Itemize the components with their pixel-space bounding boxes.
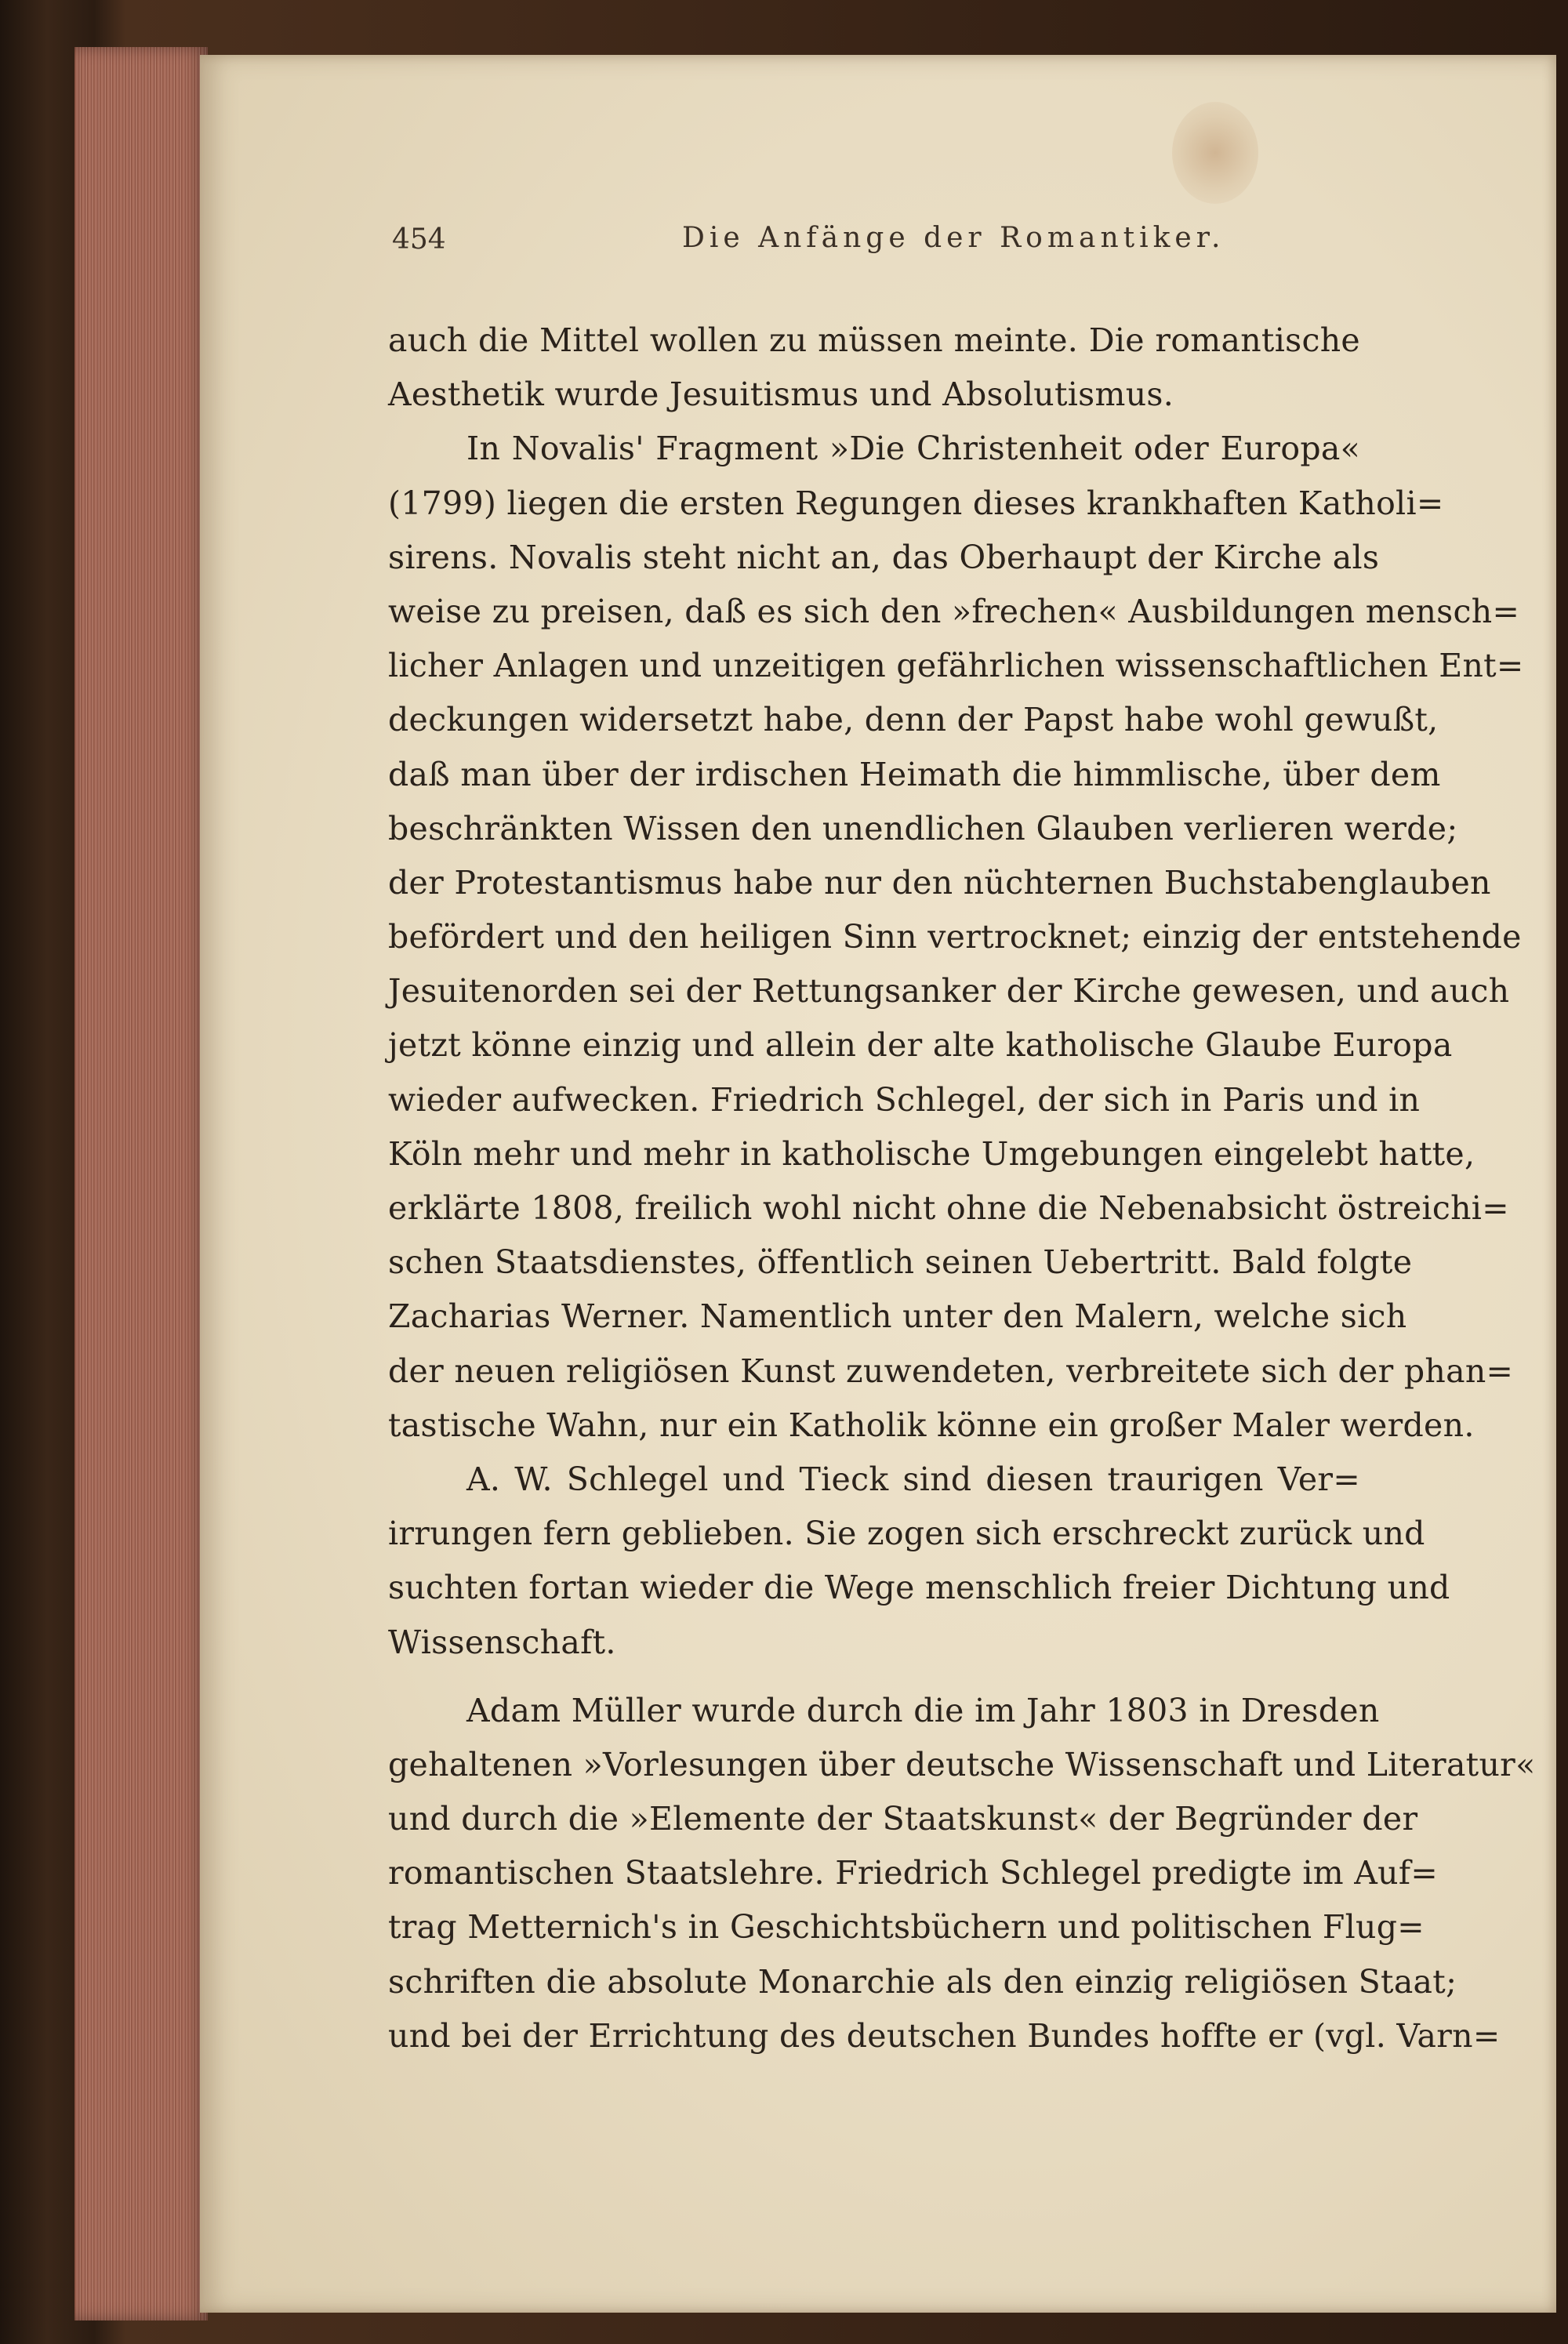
page-header: [392, 208, 1356, 263]
text-line: Köln mehr und mehr in katholische Umgebungen eingelebt hatte,: [388, 1134, 1475, 1173]
text-line: der neuen religiösen Kunst zuwendeten, verbreitete sich der phan=: [388, 1352, 1514, 1390]
text-line: und durch die »Elemente der Staatskunst« der Begründer der: [388, 1800, 1418, 1838]
text-line: jetzt könne einzig und allein der alte katholische Glaube Europa: [388, 1026, 1453, 1065]
text-line: suchten fortan wieder die Wege menschlich freier Dichtung und: [388, 1569, 1450, 1607]
text-line: gehaltenen »Vorlesungen über deutsche Wissenschaft und Literatur«: [388, 1745, 1536, 1783]
text-line: Wissenschaft.: [388, 1623, 616, 1661]
text-line: A. W. Schlegel und Tieck sind diesen traurigen Ver=: [466, 1460, 1360, 1498]
body-text: [388, 314, 1536, 2063]
text-line: (1799) liegen die ersten Regungen dieses krankhaften Katholi=: [388, 484, 1444, 522]
text-line: trag Metternich's in Geschichtsbüchern und politischen Flug=: [388, 1908, 1425, 1947]
text-line: irrungen fern geblieben. Sie zogen sich erschreckt zurück und: [388, 1515, 1425, 1553]
page-edges: [74, 47, 208, 2320]
paper-stain: [1172, 102, 1258, 204]
text-line: tastische Wahn, nur ein Katholik könne ein großer Maler werden.: [388, 1406, 1475, 1444]
text-line: In Novalis' Fragment »Die Christenheit oder Europa«: [466, 430, 1360, 468]
text-line: erklärte 1808, freilich wohl nicht ohne die Nebenabsicht östreichi=: [388, 1189, 1509, 1227]
text-line: beschränkten Wissen den unendlichen Glauben verlieren werde;: [388, 809, 1458, 847]
text-line: und bei der Errichtung des deutschen Bundes hoffte er (vgl. Varn=: [388, 2016, 1501, 2055]
text-line: Aesthetik wurde Jesuitismus und Absolutismus.: [388, 376, 1174, 414]
text-line: romantischen Staatslehre. Friedrich Schlegel predigte im Auf=: [388, 1854, 1439, 1892]
text-line: Zacharias Werner. Namentlich unter den Malern, welche sich: [388, 1297, 1407, 1336]
text-line: licher Anlagen und unzeitigen gefährlichen wissenschaftlichen Ent=: [388, 647, 1524, 685]
book-page: [200, 55, 1556, 2313]
text-line: befördert und den heiligen Sinn vertrocknet; einzig der entstehende: [388, 918, 1522, 956]
text-line: Adam Müller wurde durch die im Jahr 1803 in Dresden: [466, 1691, 1380, 1729]
text-line: weise zu preisen, daß es sich den »frechen« Ausbildungen mensch=: [388, 592, 1520, 630]
text-line: schriften die absolute Monarchie als den einzig religiösen Staat;: [388, 1962, 1457, 2001]
paragraph-gap: [388, 1670, 1360, 1684]
page-number: 454: [392, 223, 446, 256]
text-line: Jesuitenorden sei der Rettungsanker der Kirche gewesen, und auch: [388, 972, 1510, 1011]
text-line: daß man über der irdischen Heimath die himmlische, über dem: [388, 755, 1441, 793]
running-title: Die Anfänge der Romantiker.: [682, 222, 1225, 254]
text-line: schen Staatsdienstes, öffentlich seinen Uebertritt. Bald folgte: [388, 1243, 1413, 1282]
text-line: deckungen widersetzt habe, denn der Papst habe wohl gewußt,: [388, 701, 1439, 739]
text-line: wieder aufwecken. Friedrich Schlegel, der sich in Paris und in: [388, 1080, 1421, 1119]
text-line: auch die Mittel wollen zu müssen meinte. Die romantische: [388, 321, 1360, 359]
text-line: sirens. Novalis steht nicht an, das Oberhaupt der Kirche als: [388, 538, 1380, 576]
text-line: der Protestantismus habe nur den nüchternen Buchstabenglauben: [388, 863, 1491, 902]
